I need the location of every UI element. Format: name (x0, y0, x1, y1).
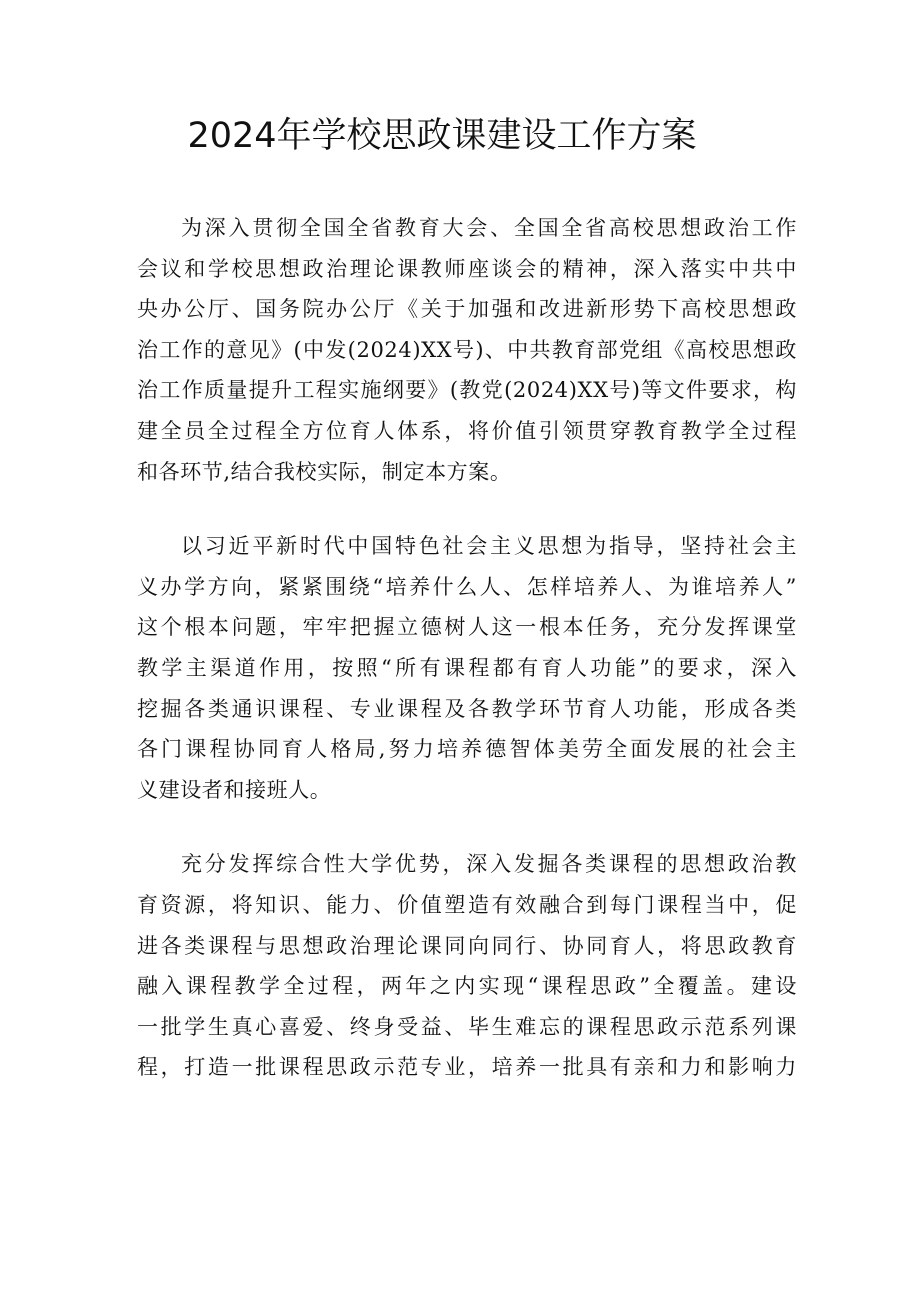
text-line: 以习近平新时代中国特色社会主义思想为指导，坚持社会主 (181, 534, 797, 559)
text-line: 充分发挥综合性大学优势，深入发掘各类课程的思想政治教 (181, 852, 797, 877)
text-line: 义办学方向，紧紧围绕“培养什么人、怎样培养人、为谁培养人” (137, 574, 797, 599)
text-line: 挖掘各类通识课程、专业课程及各教学环节育人功能，形成各类 (137, 696, 797, 721)
text-line: 教学主渠道作用，按照“所有课程都有育人功能”的要求，深入 (137, 655, 797, 680)
text-line: 义建设者和接班人。 (137, 777, 332, 802)
paragraph-1 (137, 208, 797, 492)
text-line: 各门课程协同育人格局,努力培养德智体美劳全面发展的社会主 (137, 737, 797, 762)
text-line: 育资源，将知识、能力、价值塑造有效融合到每门课程当中，促 (137, 892, 797, 917)
text-line: 治工作质量提升工程实施纲要》(教党(2024)XX号)等文件要求，构 (137, 378, 797, 403)
document-body (137, 208, 797, 1088)
text-line: 融入课程教学全过程，两年之内实现“课程思政”全覆盖。建设 (137, 974, 797, 999)
paragraph-3 (137, 844, 797, 1088)
text-line: 治工作的意见》(中发(2024)XX号)、中共教育部党组《高校思想政 (137, 337, 797, 362)
paragraph-2 (137, 526, 797, 810)
text-line: 建全员全过程全方位育人体系，将价值引领贯穿教育教学全过程 (137, 418, 797, 443)
text-line: 会议和学校思想政治理论课教师座谈会的精神，深入落实中共中 (137, 256, 797, 281)
document-title: 2024年学校思政课建设工作方案 (187, 116, 697, 156)
text-line: 央办公厅、国务院办公厅《关于加强和改进新形势下高校思想政 (137, 297, 797, 322)
text-line: 这个根本问题，牢牢把握立德树人这一根本任务，充分发挥课堂 (137, 615, 797, 640)
text-line: 程，打造一批课程思政示范专业，培养一批具有亲和力和影响力 (137, 1055, 797, 1080)
text-line: 一批学生真心喜爱、终身受益、毕生难忘的课程思政示范系列课 (137, 1014, 797, 1039)
text-line: 进各类课程与思想政治理论课同向同行、协同育人，将思政教育 (137, 933, 797, 958)
text-line: 为深入贯彻全国全省教育大会、全国全省高校思想政治工作 (181, 216, 797, 240)
text-line: 和各环节,结合我校实际，制定本方案。 (137, 459, 512, 484)
